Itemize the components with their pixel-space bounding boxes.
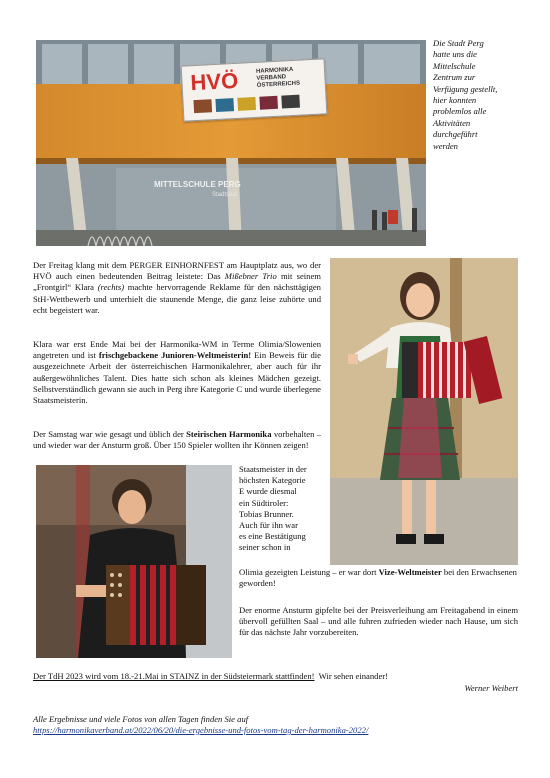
caption-top — [433, 38, 543, 152]
para1-rechts: (rechts) — [97, 282, 125, 293]
announcement-tail: Wir sehen einander! — [318, 671, 388, 681]
footer-note: Alle Ergebnisse und viele Fotos von allen Tagen finden Sie auf — [33, 714, 249, 724]
building-sign-sub: Stadtsaal — [212, 192, 238, 198]
banner-text-line1: HARMONIKA — [255, 66, 294, 75]
para4-text: bei den Erwachsenen geworden! — [239, 567, 517, 589]
banner-text-line3: ÖSTERREICHS — [256, 80, 301, 89]
para4-line: es eine Bestätigung — [239, 531, 306, 542]
banner-text-line2: VERBAND — [256, 74, 287, 82]
caption-line: Die Stadt Perg — [433, 38, 484, 48]
caption-line: Zentrum zur — [433, 72, 476, 83]
para1-text: mit seinem „Frontgirl“ Klara — [33, 271, 321, 293]
photo-mittelschule-perg — [36, 40, 426, 246]
para4-text: Olimia gezeigten Leistung – er war dort — [239, 567, 379, 577]
caption-line: Verfügung gestellt, — [433, 83, 498, 94]
paragraph-tobias-tail — [239, 567, 519, 589]
building-sign-text: MITTELSCHULE PERG — [154, 180, 241, 189]
para4-line: E wurde diesmal — [239, 486, 297, 497]
hvo-logo: HVÖ — [189, 67, 239, 96]
announcement-stainz: Der TdH 2023 wird vom 18.-21.Mai in STAINZ in der Südsteiermark stattfinden! — [33, 671, 315, 681]
caption-line: problemlos alle — [433, 106, 487, 117]
para2-text: Ein Beweis für die ausgezeichnete Arbeit der österreichischen Harmonikalehrer, aber auch für ihr außergewöhnliches Talent. Dies hatte sich schon als kleines Mädchen gezeigt. Selbstverständlich gewann sie auch in Perg ihre Kategorie C und wurde überlegene Staatsmeisterin. — [33, 350, 321, 406]
para1-text: Der Freitag klang mit dem PERGER EINHORNFEST am Hauptplatz aus, wo der HVÖ auch einen bedeutenden Beitrag leistete: Das — [33, 260, 321, 282]
footer-link[interactable] — [33, 725, 523, 736]
paragraph-einhornfest — [33, 260, 321, 316]
paragraph-samstag — [33, 429, 321, 451]
building-sign — [154, 180, 241, 189]
hvo-banner — [181, 58, 328, 121]
para4-vize: Vize-Weltmeister — [378, 567, 442, 577]
para4-line: seiner schon in — [239, 542, 291, 553]
paragraph-tobias — [239, 464, 329, 554]
para2-text: Klara war erst Ende Mai bei der Harmonika-WM in Terme Olimia/Slowenien angetreten und ist — [33, 339, 321, 361]
para2-weltmeisterin: frischgebackene Junioren-Weltmeisterin! — [98, 350, 252, 361]
para3-steirische: Steirischen Harmonika — [186, 429, 272, 439]
para4-line: höchsten Kategorie — [239, 475, 306, 486]
announcement — [33, 671, 523, 682]
signature: Werner Weibert — [464, 683, 518, 693]
caption-line: werden — [433, 140, 458, 151]
banner-accordion-images — [193, 94, 314, 114]
footer-link-url[interactable]: https://harmonikaverband.at/2022/06/20/die-ergebnisse-und-fotos-vom-tag-der-harmonika-2022/ — [33, 725, 369, 735]
caption-line: durchgeführt — [433, 129, 478, 140]
para4-line: Auch für ihn war — [239, 520, 298, 531]
para3-text: vorbehalten – und wieder war der Ansturm groß. Über 150 Spieler wollten ihr Können zeigen! — [33, 429, 321, 451]
paragraph-preisverleihung: Der enorme Ansturm gipfelte bei der Preisverleihung am Freitagabend in einem übervoll gefüllten Saal – und alle fuhren zufrieden wieder nach Hause, um sich für das nächste Jahr vorzubereiten. — [239, 605, 518, 638]
photo-tobias-brunner — [36, 465, 232, 658]
para1-trio: Mißebner Trio — [224, 271, 277, 282]
caption-line: hatte uns die — [433, 49, 477, 60]
banner-text — [256, 67, 300, 90]
para4-line: Staatsmeister in der — [239, 464, 307, 474]
photo-klara — [330, 258, 518, 565]
para1-text: machte hervorragende Reklame für den nächsttägigen StH-Wettbewerb und unterhielt die staunende Menge, die ganz leise zuhörte und echt begeistert war. — [33, 282, 321, 315]
caption-line: Aktivitäten — [433, 117, 471, 128]
klara-illustration — [330, 258, 518, 565]
tobias-illustration — [36, 465, 232, 658]
caption-line: hier konnten — [433, 95, 477, 106]
para4-line: ein Südtiroler: — [239, 497, 289, 508]
paragraph-klara-wm — [33, 339, 321, 406]
para3-text: Der Samstag war wie gesagt und üblich der — [33, 429, 187, 439]
caption-line: Mittelschule — [433, 60, 476, 71]
para4-line: Tobias Brunner. — [239, 508, 294, 519]
